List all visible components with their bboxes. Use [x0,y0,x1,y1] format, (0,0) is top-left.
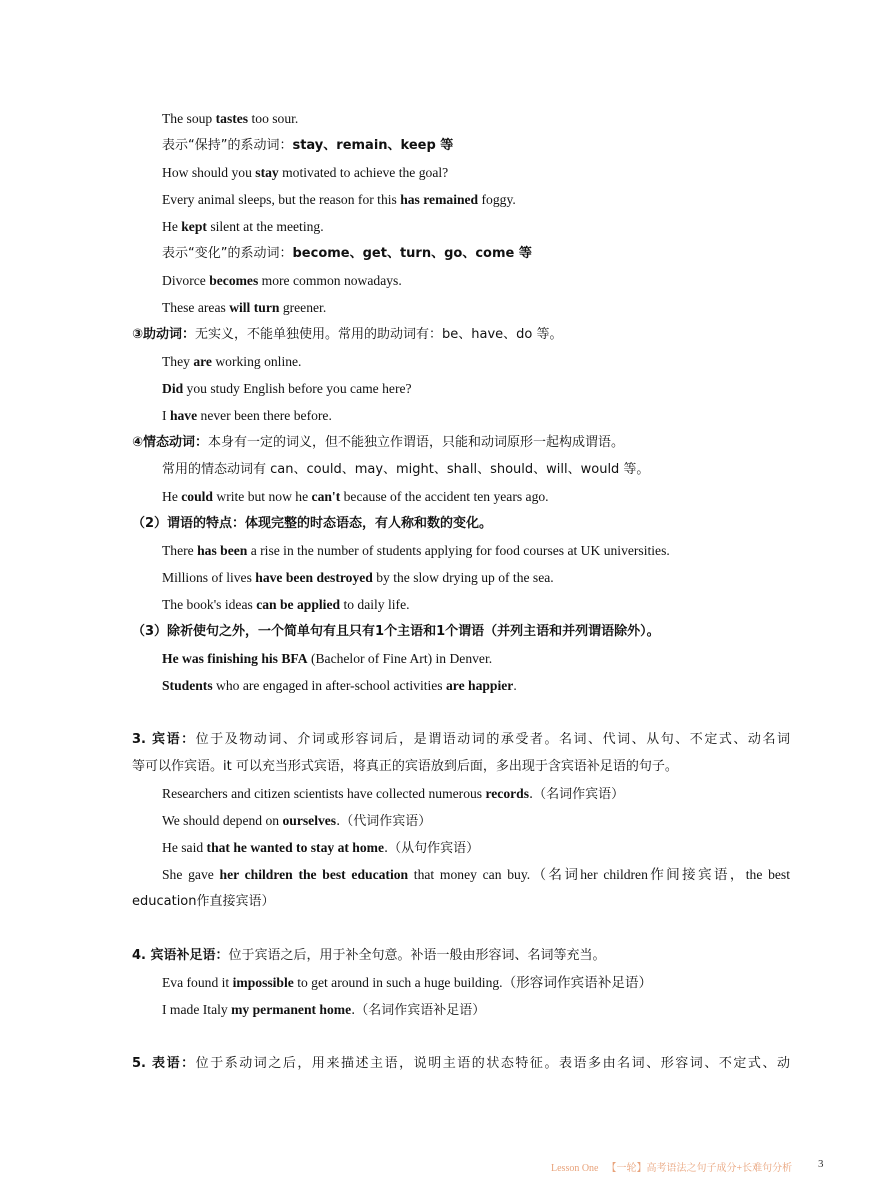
example-sentence: He could write but now he can't because of the accident ten years ago. [162,489,549,504]
example-sentence: They are working online. [162,354,302,369]
example-sentence: She gave her children the best education that money can buy.（名词her children作间接宾语，the best [162,867,790,882]
example-sentence: He said that he wanted to stay at home.（从句作宾语） [162,840,480,856]
example-sentence: Millions of lives have been destroyed by the slow drying up of the sea. [162,570,554,585]
subsection-heading: ③助动词：无实义，不能单独使用。常用的助动词有：be、have、do 等。 [132,327,563,342]
example-sentence: Every animal sleeps, but the reason for this has remained foggy. [162,192,516,207]
example-sentence: Divorce becomes more common nowadays. [162,273,402,288]
example-sentence: There has been a rise in the number of students applying for food courses at UK universities. [162,543,670,558]
subsection-heading: （3）除祈使句之外，一个简单句有且只有1个主语和1个谓语（并列主语和并列谓语除外）。 [132,624,660,639]
paragraph-line: education作直接宾语） [132,894,275,909]
page-number: 3 [818,1158,824,1170]
section-heading: 3. 宾语：位于及物动词、介词或形容词后，是谓语动词的承受者。名词、代词、从句、不定式、动名词 [132,732,790,747]
example-sentence: Eva found it impossible to get around in such a huge building.（形容词作宾语补足语） [162,975,653,990]
example-sentence: We should depend on ourselves.（代词作宾语） [162,813,432,829]
subsection-heading: （2）谓语的特点：体现完整的时态语态，有人称和数的变化。 [132,516,493,531]
example-sentence: Students who are engaged in after-school activities are happier. [162,678,517,693]
example-sentence: I made Italy my permanent home.（名词作宾语补足语） [162,1002,486,1018]
footer-lesson: Lesson One [551,1163,599,1174]
section-heading: 5. 表语：位于系动词之后，用来描述主语，说明主语的状态特征。表语多由名词、形容词、不定式、动 [132,1056,790,1071]
example-sentence: Did you study English before you came here? [162,381,412,396]
section-note: 表示“变化”的系动词：become、get、turn、go、come 等 [162,246,532,261]
example-sentence: How should you stay motivated to achieve the goal? [162,165,449,180]
example-sentence: These areas will turn greener. [162,300,327,315]
example-sentence: He was finishing his BFA (Bachelor of Fine Art) in Denver. [162,651,493,666]
example-sentence: Researchers and citizen scientists have collected numerous records.（名词作宾语） [162,786,625,802]
example-sentence: I have never been there before. [162,408,332,423]
page-footer [551,1159,792,1174]
section-heading: 4. 宾语补足语：位于宾语之后，用于补全句意。补语一般由形容词、名词等充当。 [132,948,606,963]
example-sentence: He kept silent at the meeting. [162,219,324,234]
example-sentence: The book's ideas can be applied to daily life. [162,597,410,612]
subsection-heading: ④情态动词：本身有一定的词义，但不能独立作谓语，只能和动词原形一起构成谓语。 [132,435,625,450]
footer-title: 【一轮】高考语法之句子成分+长难句分析 [606,1163,793,1174]
paragraph-line: 等可以作宾语。it 可以充当形式宾语，将真正的宾语放到后面，多出现于含宾语补足语的句子。 [132,759,678,774]
section-note: 表示“保持”的系动词：stay、remain、keep 等 [162,138,454,153]
section-note: 常用的情态动词有 can、could、may、might、shall、should、will、would 等。 [162,462,650,477]
example-sentence: The soup tastes too sour. [162,111,299,126]
